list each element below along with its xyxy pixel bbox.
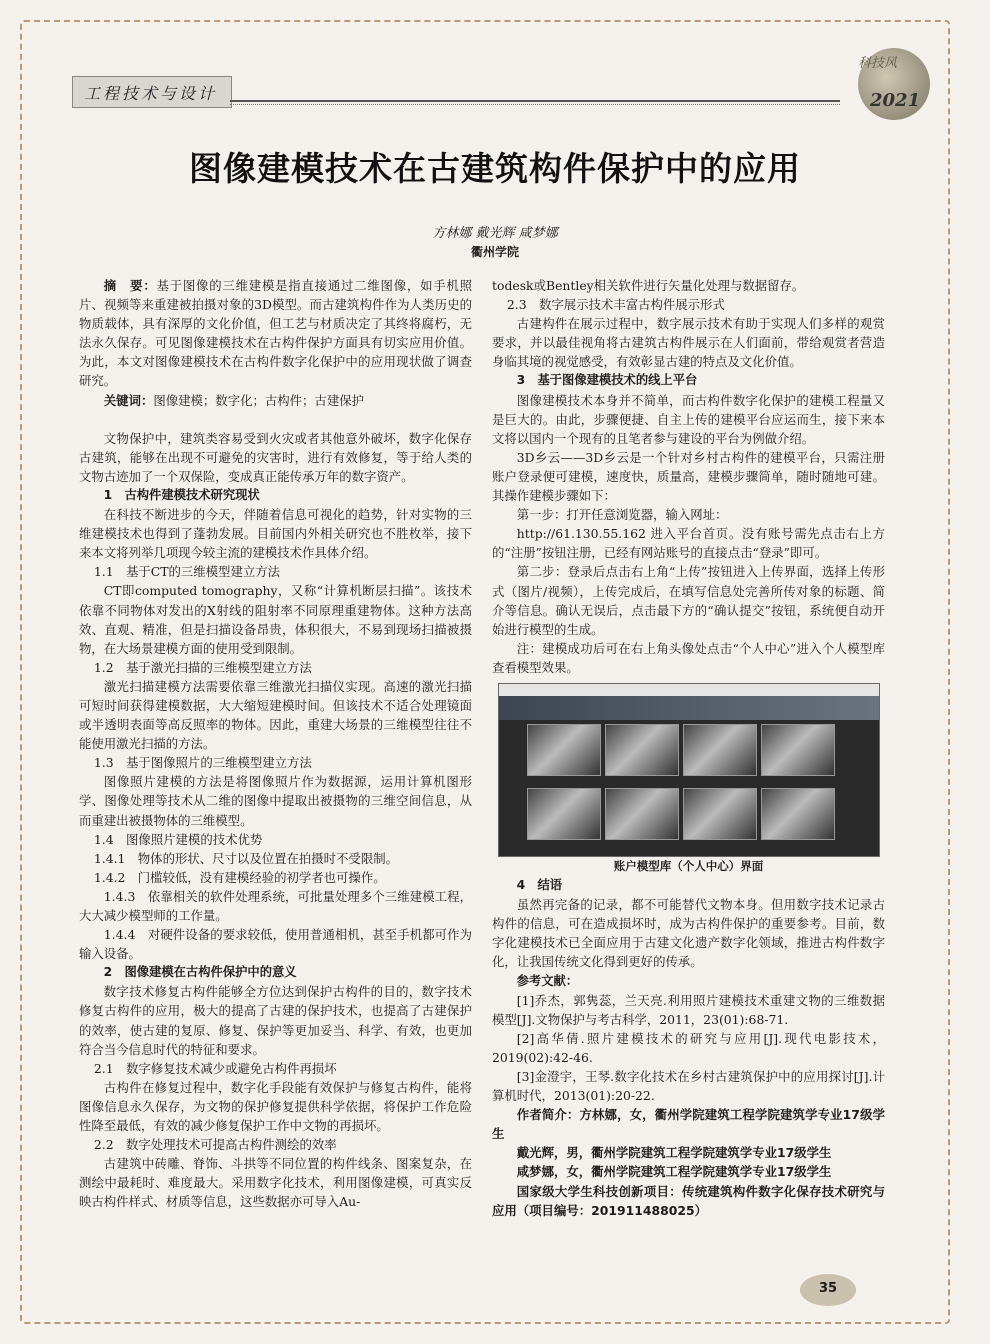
model-thumbnail <box>761 788 835 840</box>
section-heading: 4 结语 <box>516 878 563 893</box>
paragraph: 数字技术修复古构件能够全方位达到保护古构件的目的，数字技术修复古构件的应用，极大的提高了古建的保护技术，也提高了古建保护的效率，使古建的复原、修复、保护等更加妥当、科学、有效，也更加符合当今信息时代的特征和要求。 <box>79 984 472 1057</box>
section-heading: 1 古构件建模技术研究现状 <box>103 487 260 502</box>
left-column <box>79 276 472 1212</box>
model-thumbnail <box>527 724 601 776</box>
section-heading: 2 图像建模在古构件保护中的意义 <box>103 965 297 980</box>
paragraph-label: 摘 要： <box>103 278 157 293</box>
paragraph: 1.4.3 依靠相关的软件处理系统，可批量处理多个三维建模工程，大大减少模型师的工作量。 <box>79 888 472 923</box>
paragraph: 注：建模成功后可在右上角头像处点击“个人中心”进入个人模型库查看模型效果。 <box>492 640 885 675</box>
model-thumbnail <box>683 724 757 776</box>
paragraph-text: 基于图像的三维建模是指直接通过二维图像，如手机照片、视频等来重建被拍摄对象的3D模型。而古建筑构件作为人类历史的物质载体，具有深厚的文化价值，但工艺与材质决定了其终将腐朽，无法永久保存。可见图像建模技术在古构件保护方面具有切实应用价值。为此，本文对图像建模技术在古构件数字化保护中的应用现状做了调查研究。 <box>79 278 473 389</box>
section-heading: 1.1 基于CT的三维模型建立方法 <box>93 564 281 580</box>
paragraph: 文物保护中，建筑类容易受到火灾或者其他意外破坏，数字化保存古建筑，能够在出现不可避免的灾害时，进行有效修复，等于给人类的文物古迹加了一个双保险，变成真正能传承万年的数字资产。 <box>79 430 472 484</box>
paragraph: 作者简介：方林娜，女，衢州学院建筑工程学院建筑学专业17级学生 <box>492 1107 885 1142</box>
section-heading: 1.4.2 门槛较低，没有建模经验的初学者也可操作。 <box>93 869 386 885</box>
paragraph: 3D乡云——3D乡云是一个针对乡村古构件的建模平台，只需注册账户登录便可建模，速度快，质量高，建模步骤简单，随时随地可建。其操作建模步骤如下： <box>492 449 885 504</box>
paragraph: 虽然再完备的记录，都不可能替代文物本身。但用数字技术记录古构件的信息，可在造成损坏时，成为古构件保护的重要参考。目前，数字化建模技术已全面应用于古建文化遗产数字化领域，推进古构件数字化，让我国传统文化得到更好的传承。 <box>492 897 885 970</box>
journal-logo-text: 科技风 <box>858 56 898 71</box>
paragraph: [3]金澄宇，王琴.数字化技术在乡村古建筑保护中的应用探讨[J].计算机时代，2013(01):20-22. <box>492 1069 885 1104</box>
model-thumbnail <box>605 788 679 840</box>
paragraph: http://61.130.55.162 进入平台首页。没有账号需先点击右上方的“注册”按钮注册，已经有网站账号的直接点击“登录”即可。 <box>492 526 885 561</box>
paragraph <box>79 276 472 391</box>
platform-screenshot-figure <box>498 683 880 857</box>
paragraph: 古建筑中砖雕、脊饰、斗拱等不同位置的构件线条、图案复杂，在测绘中最耗时、难度最大。采用数字化技术，利用图像建模，可真实反映古构件样式、材质等信息，这些数据亦可导入Au- <box>79 1156 472 1210</box>
author-list: 方林娜 戴光辉 咸梦娜 <box>432 226 558 241</box>
profile-banner <box>499 696 879 720</box>
affiliation: 衢州学院 <box>470 245 519 259</box>
section-heading: 1.4.1 物体的形状、尺寸以及位置在拍摄时不受限制。 <box>93 850 398 866</box>
paragraph: 国家级大学生科技创新项目：传统建筑构件数字化保存技术研究与应用（项目编号：201911488025） <box>492 1183 885 1218</box>
paragraph: 咸梦娜，女，衢州学院建筑工程学院建筑学专业17级学生 <box>516 1164 832 1180</box>
paragraph-label: 关键词： <box>103 392 154 408</box>
paragraph: 戴光辉，男，衢州学院建筑工程学院建筑学专业17级学生 <box>516 1145 832 1161</box>
model-thumbnail <box>761 724 835 776</box>
paragraph: 古建构件在展示过程中，数字展示技术有助于实现人们多样的观赏要求，并以最佳视角将古建筑古构件展示在人们面前，带给观赏者营造身临其境的视觉感受，有效彰显古建的特点及文化价值。 <box>492 316 885 370</box>
figure-caption: 账户模型库（个人中心）界面 <box>613 858 764 873</box>
section-heading: 2.3 数字展示技术丰富古构件展示形式 <box>506 297 725 313</box>
section-heading: 1.2 基于激光扫描的三维模型建立方法 <box>93 659 312 675</box>
section-heading: 2.2 数字处理技术可提高古构件测绘的效率 <box>93 1137 337 1153</box>
paragraph: 激光扫描建模方法需要依靠三维激光扫描仪实现。高速的激光扫描可短时间获得建模数据，大大缩短建模时间。但该技术不适合处理镜面或半透明表面等高反照率的物体。因此，重建大场景的三维模型往往不能使用激光扫描的方法。 <box>79 678 472 752</box>
paragraph: 1.4.4 对硬件设备的要求较低，使用普通相机，甚至手机都可作为输入设备。 <box>79 927 472 962</box>
paragraph-text: 图像建模；数字化；古构件；古建保护 <box>153 392 364 408</box>
paragraph <box>79 391 472 410</box>
issue-year: 2021 <box>870 90 921 111</box>
paragraph: 第二步：登录后点击右上角“上传”按钮进入上传界面，选择上传形式（图片/视频），上传完成后，在填写信息处完善所传对象的标题、简介等信息。确认无误后，点击最下方的“确认提交”按钮，系统便自动开始进行模型的生成。 <box>492 564 885 637</box>
model-thumbnail <box>527 788 601 840</box>
page-number: 35 <box>818 1281 838 1296</box>
paragraph: todesk或Bentley相关软件进行矢量化处理与数据留存。 <box>492 278 805 293</box>
section-heading: 3 基于图像建模技术的线上平台 <box>516 373 698 388</box>
article-title: 图像建模技术在古建筑构件保护中的应用 <box>189 149 801 188</box>
section-heading: 1.3 基于图像照片的三维模型建立方法 <box>93 755 312 771</box>
section-label: 工程技术与设计 <box>84 84 218 103</box>
paragraph: 在科技不断进步的今天，伴随着信息可视化的趋势，针对实物的三维建模技术也得到了蓬勃发展。目前国内外相关研究也不胜枚举，接下来本文将列举几项现今较主流的建模技术作具体介绍。 <box>79 507 472 561</box>
header-rule <box>230 100 840 102</box>
section-heading: 参考文献： <box>516 973 579 988</box>
spacer <box>79 410 472 429</box>
model-thumbnail <box>683 788 757 840</box>
browser-toolbar <box>499 684 879 696</box>
header-dotted-rule <box>230 104 840 105</box>
paragraph: 第一步：打开任意浏览器，输入网址： <box>516 507 728 523</box>
paragraph: [1]乔杰，郭隽蕊，兰天亮.利用照片建模技术重建文物的三维数据模型[J].文物保护与考古科学，2011，23(01):68-71. <box>492 992 885 1027</box>
model-thumbnail <box>605 724 679 776</box>
right-column <box>492 276 885 1220</box>
paragraph: CT即computed tomography，又称“计算机断层扫描”。该技术依靠不同物体对发出的X射线的阻射率不同原理重建物体。这种方法高效、直观、精准，但是扫描设备昂贵，体积很大，不易到现场扫描被摄物，在大场景建模方面的使用受到限制。 <box>79 583 472 656</box>
paragraph: [2]高华倩.照片建模技术的研究与应用[J].现代电影技术，2019(02):42-46. <box>492 1030 885 1065</box>
section-heading: 1.4 图像照片建模的技术优势 <box>93 831 263 847</box>
paragraph: 古构件在修复过程中，数字化手段能有效保护与修复古构件，能将图像信息永久保存，为文物的保护修复提供科学依据，将保护工作危险性降至最低，有效的减少修复保护工作中文物的再损坏。 <box>79 1079 472 1134</box>
section-heading: 2.1 数字修复技术减少或避免古构件再损坏 <box>93 1060 337 1076</box>
paragraph: 图像建模技术本身并不简单，而古构件数字化保护的建模工程量又是巨大的。由此，步骤便捷、自主上传的建模平台应运而生，接下来本文将以国内一个现有的且笔者参与建设的平台为例做介绍。 <box>492 392 885 446</box>
paragraph: 图像照片建模的方法是将图像照片作为数据源，运用计算机图形学、图像处理等技术从二维的图像中提取出被摄物的三维空间信息，从而重建出被摄物体的三维模型。 <box>79 774 472 828</box>
